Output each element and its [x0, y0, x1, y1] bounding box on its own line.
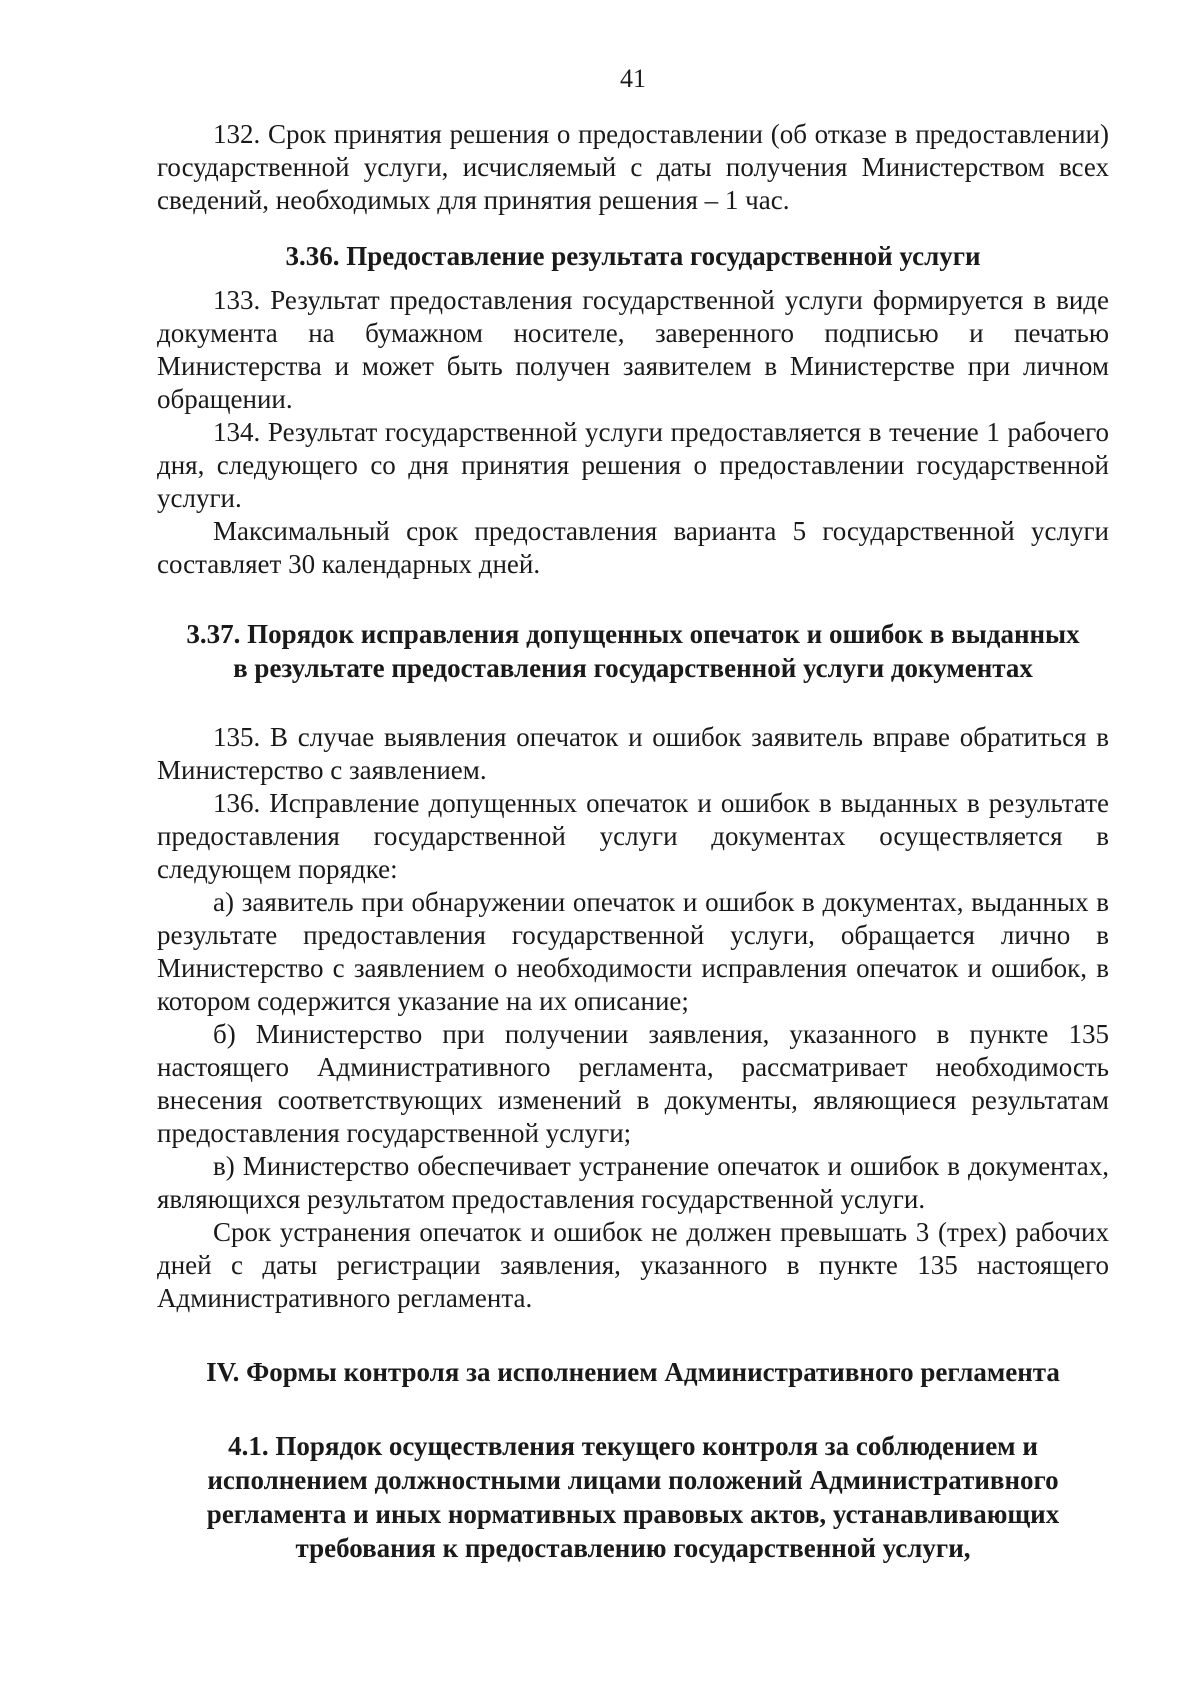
paragraph-132: 132. Срок принятия решения о предоставлении (об отказе в предоставлении) государственной услуги, исчисляемый с даты получения Министерством всех сведений, необходимых для принятия решения – 1 час. — [157, 119, 1109, 215]
paragraph-133: 133. Результат предоставления государственной услуги формируется в виде документа на бумажном носителе, заверенного подписью и печатью Министерства и может быть получен заявителем в Министерстве при личном обращении. — [157, 285, 1109, 414]
section-heading-3-37-line-2: в результате предоставления государственной услуги документах — [233, 653, 1033, 683]
paragraph-135: 135. В случае выявления опечаток и ошибок заявитель вправе обратиться в Министерство с заявлением. — [157, 722, 1109, 785]
paragraph-max-term: Максимальный срок предоставления варианта 5 государственной услуги составляет 30 календарных дней. — [157, 516, 1109, 579]
paragraph-correction-term: Срок устранения опечаток и ошибок не должен превышать 3 (трех) рабочих дней с даты регистрации заявления, указанного в пункте 135 настоящего Административного регламента. — [157, 1217, 1109, 1313]
paragraph-134: 134. Результат государственной услуги предоставляется в течение 1 рабочего дня, следующего со дня принятия решения о предоставлении государственной услуги. — [157, 417, 1109, 513]
paragraph-136-v: в) Министерство обеспечивает устранение опечаток и ошибок в документах, являющихся результатом предоставления государственной услуги. — [157, 1151, 1109, 1214]
section-heading-4-1 — [157, 1429, 1109, 1565]
section-heading-3-36: 3.36. Предоставление результата государственной услуги — [285, 241, 981, 271]
section-heading-4-1-line-3: регламента и иных нормативных правовых актов, устанавливающих — [206, 1499, 1060, 1529]
page-number: 41 — [620, 64, 646, 93]
paragraph-136-b: б) Министерство при получении заявления, указанного в пункте 135 настоящего Административного регламента, рассматривает необходимость внесения соответствующих изменений в документы, являющиеся результатам предоставления государственной услуги; — [157, 1019, 1109, 1148]
section-heading-3-37-line-1: 3.37. Порядок исправления допущенных опечаток и ошибок в выданных — [186, 619, 1080, 649]
paragraph-136-a: а) заявитель при обнаружении опечаток и ошибок в документах, выданных в результате предоставления государственной услуги, обращается лично в Министерство с заявлением о необходимости исправления опечаток и ошибок, в котором содержится указание на их описание; — [157, 887, 1109, 1016]
paragraph-136: 136. Исправление допущенных опечаток и ошибок в выданных в результате предоставления государственной услуги документах осуществляется в следующем порядке: — [157, 788, 1109, 884]
section-heading-4-1-line-2: исполнением должностными лицами положений Административного — [207, 1465, 1059, 1495]
section-heading-iv: IV. Формы контроля за исполнением Административного регламента — [206, 1357, 1060, 1387]
section-heading-4-1-line-1: 4.1. Порядок осуществления текущего контроля за соблюдением и — [228, 1431, 1038, 1461]
section-heading-4-1-line-4: требования к предоставлению государственной услуги, — [295, 1533, 971, 1563]
section-heading-3-37 — [157, 617, 1109, 685]
document-page — [157, 62, 1109, 1565]
